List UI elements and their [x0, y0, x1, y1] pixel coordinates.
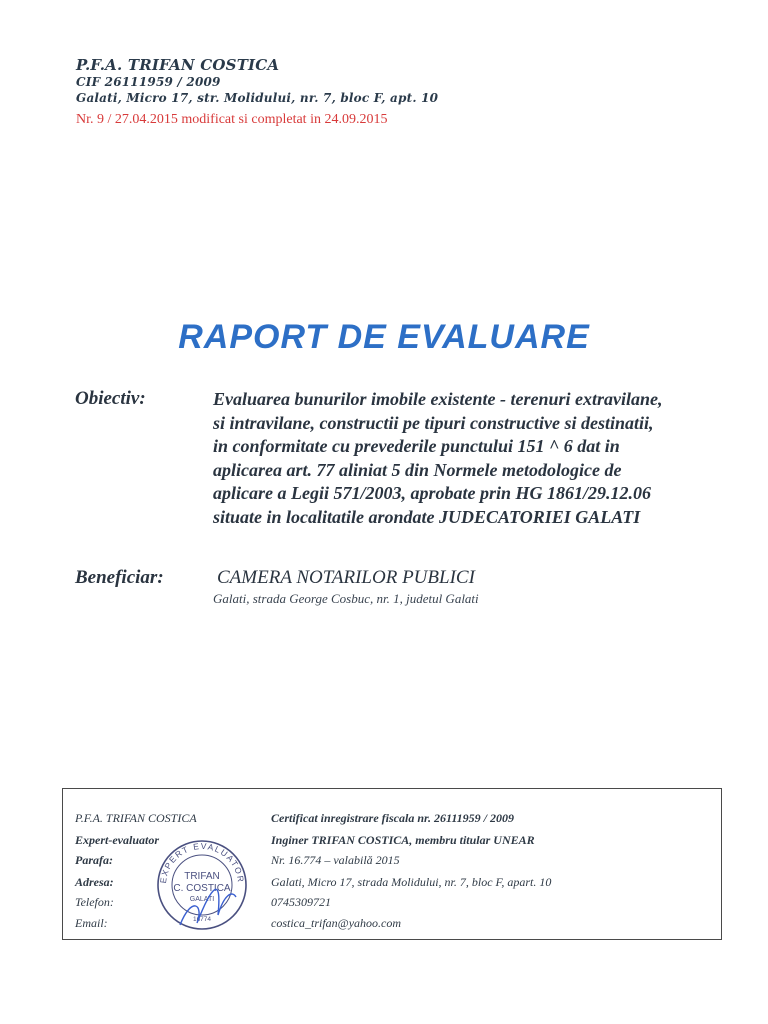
firm-address: Galati, Micro 17, str. Molidului, nr. 7, bloc F, apt. 10 [76, 91, 439, 105]
objective-line: situate in localitatile arondate JUDECATORIEI GALATI [213, 506, 641, 527]
objective-text [213, 388, 753, 529]
stamp-center-line2: C. COSTICA [173, 883, 231, 894]
contact-value: costica_trifan@yahoo.com [271, 916, 402, 930]
objective-line: in conformitate cu prevederile punctului 151 ^ 6 dat in [213, 436, 620, 456]
objective-label: Obiectiv: [75, 388, 146, 409]
contact-value: Certificat inregistrare fiscala nr. 26111959 / 2009 [271, 811, 515, 825]
objective-line: si intravilane, constructii pe tipuri constructive si destinatii, [213, 412, 654, 433]
contact-key: Expert-evaluator [75, 833, 159, 847]
letterhead [76, 56, 438, 130]
contact-row [75, 811, 715, 833]
contact-value: Inginer TRIFAN COSTICA, membru titular UNEAR [271, 833, 535, 847]
stamp-outer-text: EXPERT EVALUATOR [157, 840, 247, 884]
expert-stamp [152, 835, 252, 935]
document-number: Nr. 9 / 27.04.2015 modificat si completat in 24.09.2015 [76, 112, 388, 127]
contact-key: Email: [75, 916, 108, 930]
beneficiary-label: Beneficiar: [75, 567, 164, 588]
contact-value: Galati, Micro 17, strada Molidului, nr. 7, bloc F, apart. 10 [271, 875, 552, 889]
beneficiary-address: Galati, strada George Cosbuc, nr. 1, judetul Galati [213, 591, 479, 606]
contact-key: Telefon: [75, 895, 114, 909]
contact-key: P.F.A. TRIFAN COSTICA [75, 811, 197, 825]
objective-line: aplicare a Legii 571/2003, aprobate prin HG 1861/29.12.06 [213, 483, 651, 503]
contact-key: Adresa: [75, 875, 114, 889]
objective-line: aplicarea art. 77 aliniat 5 din Normele metodologice de [213, 459, 622, 480]
contact-value: 0745309721 [271, 895, 331, 909]
objective-line: Evaluarea bunurilor imobile existente - terenuri extravilane, [213, 389, 663, 409]
stamp-center-line1: TRIFAN [184, 871, 220, 882]
stamp-number: 16774 [192, 916, 212, 923]
beneficiary-name: CAMERA NOTARILOR PUBLICI [217, 567, 475, 588]
cif-number: CIF 26111959 / 2009 [76, 75, 221, 89]
stamp-center-line3: GALATI [189, 896, 215, 903]
contact-key: Parafa: [75, 853, 113, 867]
firm-name: P.F.A. TRIFAN COSTICA [76, 56, 280, 74]
contact-value: Nr. 16.774 – valabilă 2015 [271, 853, 400, 867]
report-title: RAPORT DE EVALUARE [178, 318, 590, 356]
